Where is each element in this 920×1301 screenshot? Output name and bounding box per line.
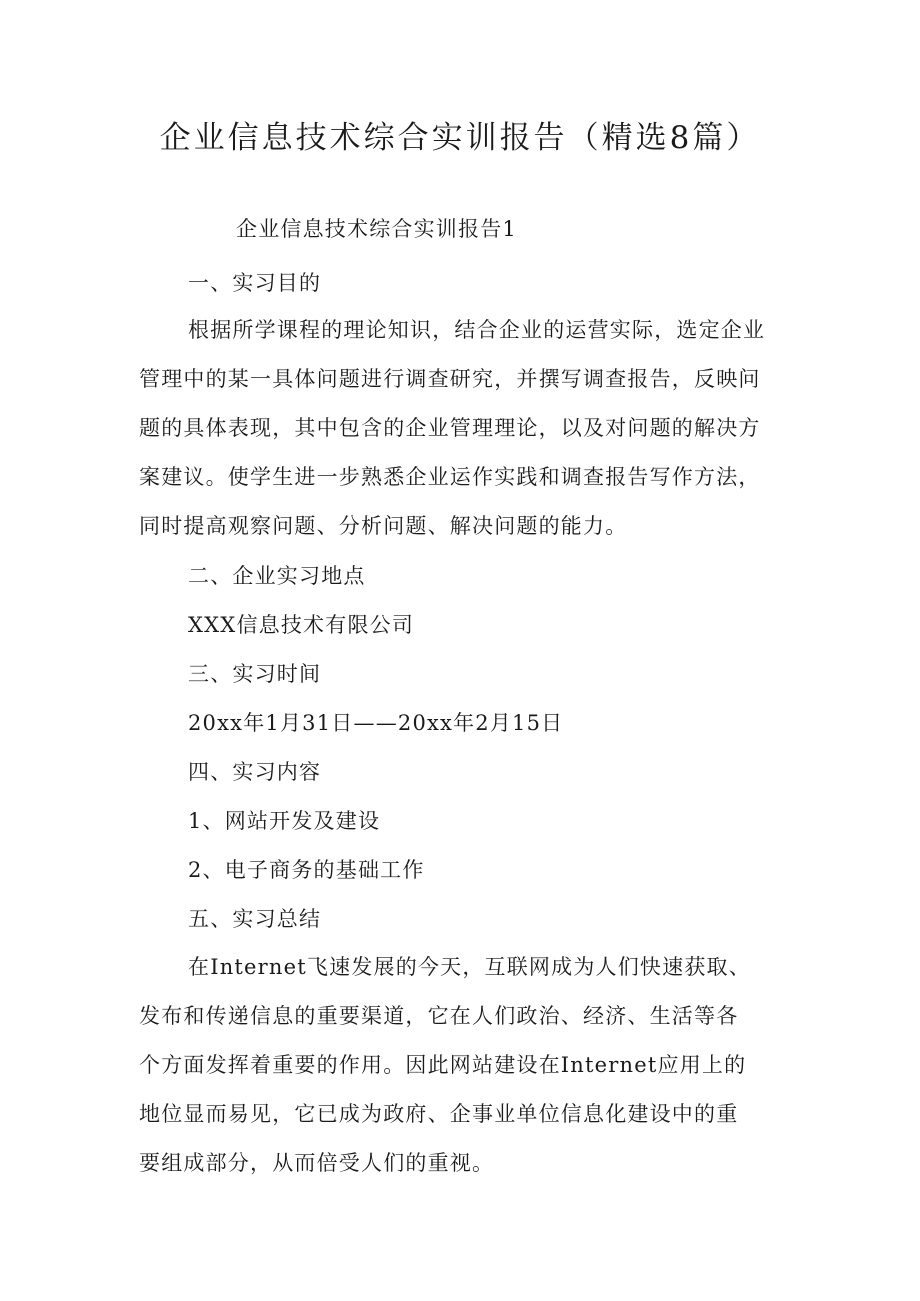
company-name: XXX信息技术有限公司: [188, 613, 415, 637]
document-title: 企业信息技术综合实训报告（精选8篇）: [159, 120, 761, 156]
paragraph-line: 要组成部分，从而倍受人们的重视。: [139, 1151, 495, 1175]
report-subtitle: 企业信息技术综合实训报告1: [236, 217, 517, 241]
section-heading-summary: 五、实习总结: [188, 907, 322, 931]
list-item: 1、网站开发及建设: [188, 809, 381, 833]
list-item: 2、电子商务的基础工作: [188, 858, 425, 882]
paragraph-line: 题的具体表现，其中包含的企业管理理论，以及对问题的解决方: [139, 416, 761, 440]
paragraph-line: 在Internet飞速发展的今天，互联网成为人们快速获取、: [188, 955, 751, 979]
section-heading-time: 三、实习时间: [188, 662, 322, 686]
section-heading-content: 四、实习内容: [188, 760, 322, 784]
paragraph-line: 发布和传递信息的重要渠道，它在人们政治、经济、生活等各: [139, 1004, 739, 1028]
paragraph-line: 管理中的某一具体问题进行调查研究，并撰写调查报告，反映问: [139, 367, 761, 391]
paragraph-line: 案建议。使学生进一步熟悉企业运作实践和调查报告写作方法，: [139, 465, 761, 489]
paragraph-line: 个方面发挥着重要的作用。因此网站建设在Internet应用上的: [139, 1053, 747, 1077]
internship-dates: 20xx年1月31日——20xx年2月15日: [188, 711, 564, 735]
paragraph-line: 地位显而易见，它已成为政府、企事业单位信息化建设中的重: [139, 1102, 739, 1126]
paragraph-line: 根据所学课程的理论知识，结合企业的运营实际，选定企业: [188, 318, 766, 342]
section-heading-purpose: 一、实习目的: [188, 271, 322, 295]
section-heading-location: 二、企业实习地点: [188, 564, 366, 588]
paragraph-line: 同时提高观察问题、分析问题、解决问题的能力。: [139, 514, 628, 538]
